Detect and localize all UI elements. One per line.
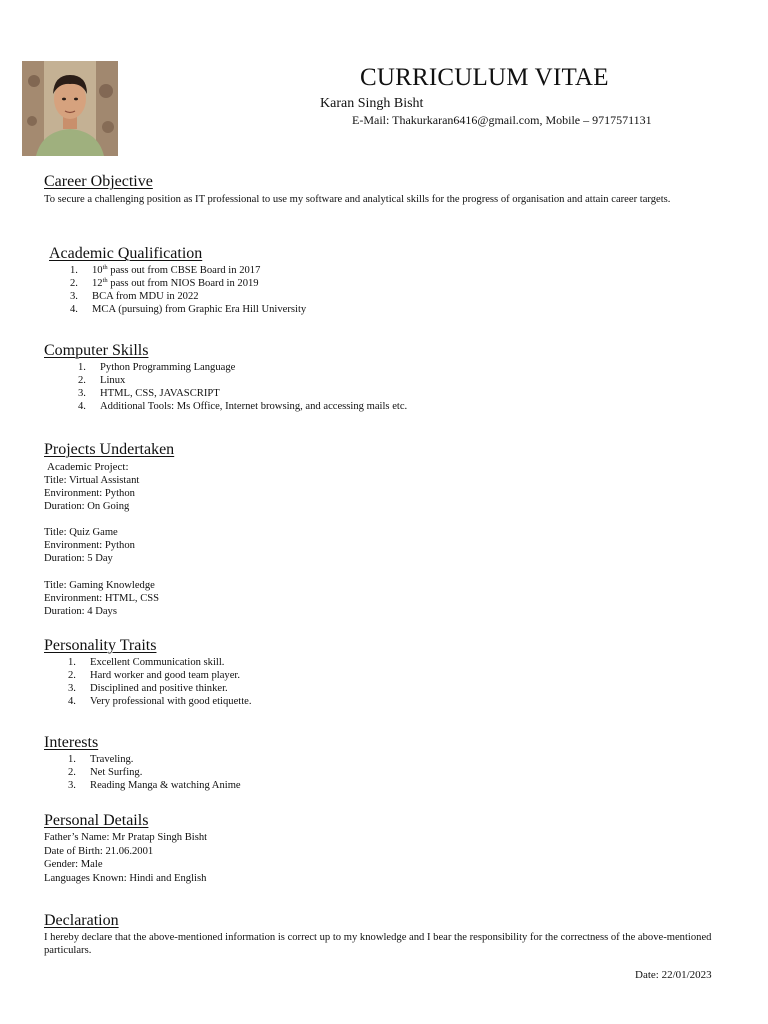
list-item <box>68 753 668 766</box>
career-objective-text: To secure a challenging position as IT professional to use my software and analytical skills for the progress of organisation and attain career targets. <box>44 194 671 205</box>
list-item-number: 1. <box>70 265 78 276</box>
interests-list <box>68 753 668 792</box>
declaration-heading: Declaration <box>44 912 119 929</box>
list-item-text: Hard worker and good team player. <box>90 670 241 681</box>
projects-heading: Projects Undertaken <box>44 441 175 458</box>
list-item <box>70 264 670 277</box>
list-item-number: 4. <box>68 696 76 707</box>
document-title: CURRICULUM VITAE <box>360 64 609 91</box>
list-item-text <box>92 277 259 290</box>
list-item-number: 2. <box>78 375 86 386</box>
list-item-text: Traveling. <box>90 754 134 765</box>
list-item-text: Net Surfing. <box>90 767 143 778</box>
list-item-text: Reading Manga & watching Anime <box>90 780 241 791</box>
list-item <box>68 695 668 708</box>
project-environment: Environment: HTML, CSS <box>44 593 160 604</box>
declaration-text: I hereby declare that the above-mentioned information is correct up to my knowledge and I bear the responsibility for the correctness of the above-mentioned particulars. <box>44 932 712 956</box>
list-item-text-rest: pass out from NIOS Board in 2019 <box>107 278 259 289</box>
list-item-text: Excellent Communication skill. <box>90 657 225 668</box>
list-item-number: 2. <box>70 278 78 289</box>
gender: Gender: Male <box>44 859 103 870</box>
list-item <box>70 290 670 303</box>
list-item-text: Very professional with good etiquette. <box>90 696 252 707</box>
list-item-number: 4. <box>70 304 78 315</box>
list-item-text: Disciplined and positive thinker. <box>90 683 228 694</box>
list-item <box>68 669 668 682</box>
list-item-number: 2. <box>68 670 76 681</box>
list-item <box>68 766 668 779</box>
list-item-number: 3. <box>78 388 86 399</box>
father-name: Father’s Name: Mr Pratap Singh Bisht <box>44 832 208 843</box>
list-item <box>68 682 668 695</box>
profile-photo <box>22 61 118 156</box>
list-item-text: HTML, CSS, JAVASCRIPT <box>100 388 220 399</box>
list-item-number: 2. <box>68 767 76 778</box>
list-item-number: 3. <box>70 291 78 302</box>
academic-list <box>70 264 670 316</box>
computer-skills-heading: Computer Skills <box>44 342 149 359</box>
list-item-text <box>92 264 260 277</box>
personality-traits-heading: Personality Traits <box>44 637 157 654</box>
career-objective-heading: Career Objective <box>44 173 153 190</box>
project-duration: Duration: 5 Day <box>44 553 113 564</box>
project-environment: Environment: Python <box>44 540 135 551</box>
list-item-text: Additional Tools: Ms Office, Internet browsing, and accessing mails etc. <box>100 401 408 412</box>
list-item <box>70 277 670 290</box>
list-item-text: Python Programming Language <box>100 362 236 373</box>
list-item <box>68 656 668 669</box>
project-title: Title: Virtual Assistant <box>44 475 140 486</box>
personal-details-heading: Personal Details <box>44 812 149 829</box>
contact-line: E-Mail: Thakurkaran6416@gmail.com, Mobile – 9717571131 <box>352 113 652 127</box>
candidate-name: Karan Singh Bisht <box>320 96 424 111</box>
languages-known: Languages Known: Hindi and English <box>44 873 207 884</box>
project-environment: Environment: Python <box>44 488 135 499</box>
academic-heading: Academic Qualification <box>49 245 203 262</box>
project-title: Title: Quiz Game <box>44 527 118 538</box>
list-item-number: 1. <box>68 657 76 668</box>
date-of-birth: Date of Birth: 21.06.2001 <box>44 846 154 857</box>
list-item-superscript: th <box>102 277 108 284</box>
project-title: Title: Gaming Knowledge <box>44 580 155 591</box>
projects-subheading: Academic Project: <box>47 461 129 473</box>
declaration-date: Date: 22/01/2023 <box>635 969 712 981</box>
project-duration: Duration: On Going <box>44 501 130 512</box>
computer-skills-list <box>78 361 678 413</box>
list-item-text-main: MCA (pursuing) from Graphic Era Hill University <box>92 304 307 315</box>
project-duration: Duration: 4 Days <box>44 606 117 617</box>
list-item-text <box>92 303 306 316</box>
list-item-superscript: th <box>102 264 108 271</box>
list-item <box>78 374 678 387</box>
list-item <box>68 779 668 792</box>
list-item <box>78 361 678 374</box>
interests-heading: Interests <box>44 734 99 751</box>
list-item-number: 3. <box>68 683 76 694</box>
list-item-number: 4. <box>78 401 86 412</box>
list-item-text-main: BCA from MDU in 2022 <box>92 291 199 302</box>
list-item-text-rest: pass out from CBSE Board in 2017 <box>107 265 261 276</box>
list-item <box>70 303 670 316</box>
list-item-number: 1. <box>68 754 76 765</box>
list-item <box>78 400 678 413</box>
list-item-number: 3. <box>68 780 76 791</box>
list-item-number: 1. <box>78 362 86 373</box>
list-item <box>78 387 678 400</box>
list-item-text-main: 10 <box>92 265 103 276</box>
list-item-text <box>92 290 199 303</box>
list-item-text: Linux <box>100 375 126 386</box>
personality-traits-list <box>68 656 668 708</box>
list-item-text-main: 12 <box>92 278 103 289</box>
